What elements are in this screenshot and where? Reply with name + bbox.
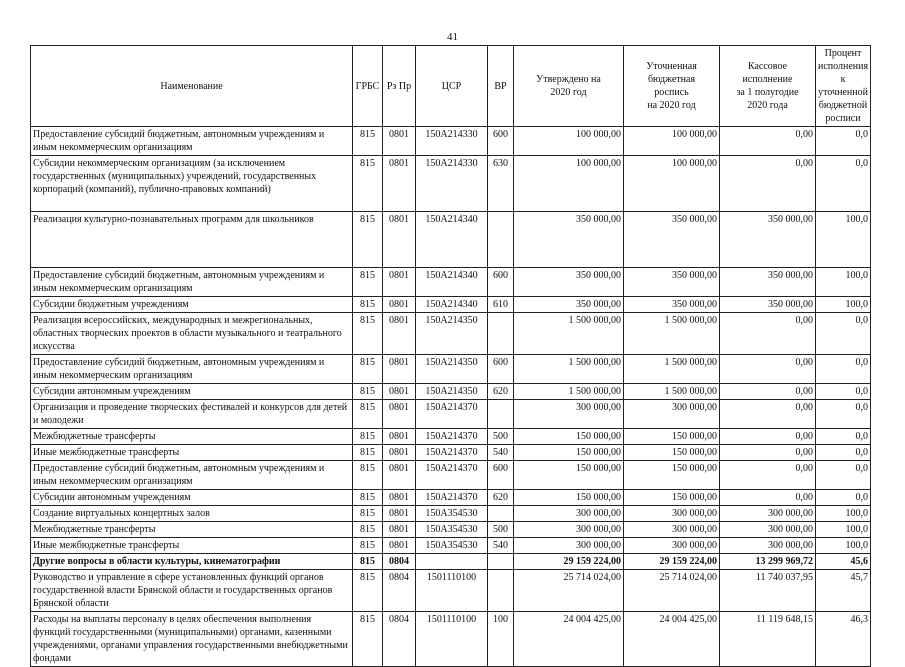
cell-grbs: 815 [353, 268, 383, 297]
cell-percent: 45,7 [816, 570, 871, 612]
cell-percent: 100,0 [816, 506, 871, 522]
cell-grbs: 815 [353, 554, 383, 570]
cell-rzpr: 0801 [383, 355, 416, 384]
header-refined-line: бюджетная [647, 74, 696, 85]
cell-csr: 150А214370 [416, 445, 488, 461]
cell-cash: 300 000,00 [720, 522, 816, 538]
cell-name: Субсидии бюджетным учреждениям [31, 297, 353, 313]
cell-name: Межбюджетные трансферты [31, 522, 353, 538]
cell-vr: 100 [488, 612, 514, 667]
cell-vr: 540 [488, 538, 514, 554]
cell-refined: 350 000,00 [624, 212, 720, 268]
header-approved [514, 46, 624, 127]
cell-approved: 150 000,00 [514, 461, 624, 490]
cell-percent: 0,0 [816, 429, 871, 445]
table-row [31, 538, 871, 554]
header-refined-line: на 2020 год [647, 100, 696, 111]
cell-csr: 150А214340 [416, 212, 488, 268]
cell-percent: 0,0 [816, 355, 871, 384]
cell-cash: 0,00 [720, 156, 816, 212]
table-row [31, 429, 871, 445]
cell-grbs: 815 [353, 522, 383, 538]
cell-rzpr: 0801 [383, 127, 416, 156]
header-refined [624, 46, 720, 127]
table-row [31, 461, 871, 490]
cell-csr: 150А214350 [416, 355, 488, 384]
cell-csr: 1501110100 [416, 570, 488, 612]
cell-approved: 300 000,00 [514, 400, 624, 429]
header-refined-line: роспись [654, 87, 689, 98]
cell-vr: 600 [488, 461, 514, 490]
cell-approved: 29 159 224,00 [514, 554, 624, 570]
cell-vr: 600 [488, 268, 514, 297]
cell-csr: 150А214340 [416, 268, 488, 297]
cell-cash: 13 299 969,72 [720, 554, 816, 570]
cell-approved: 100 000,00 [514, 127, 624, 156]
table-row [31, 522, 871, 538]
cell-percent: 0,0 [816, 400, 871, 429]
table-row [31, 612, 871, 667]
cell-approved: 150 000,00 [514, 445, 624, 461]
cell-cash: 11 740 037,95 [720, 570, 816, 612]
cell-refined: 300 000,00 [624, 522, 720, 538]
cell-percent: 0,0 [816, 384, 871, 400]
header-cash-line: за 1 полугодие [736, 87, 799, 98]
cell-refined: 350 000,00 [624, 297, 720, 313]
table-row [31, 554, 871, 570]
cell-rzpr: 0804 [383, 554, 416, 570]
cell-cash: 0,00 [720, 313, 816, 355]
header-approved-line: 2020 год [550, 87, 587, 98]
cell-approved: 100 000,00 [514, 156, 624, 212]
page-number: 41 [447, 31, 458, 43]
cell-vr: 540 [488, 445, 514, 461]
cell-name: Создание виртуальных концертных залов [31, 506, 353, 522]
header-percent-line: исполнения к [818, 61, 869, 85]
cell-vr: 500 [488, 429, 514, 445]
cell-csr [416, 554, 488, 570]
cell-vr [488, 554, 514, 570]
cell-rzpr: 0801 [383, 400, 416, 429]
table-row [31, 384, 871, 400]
cell-approved: 350 000,00 [514, 212, 624, 268]
cell-approved: 300 000,00 [514, 506, 624, 522]
cell-name: Иные межбюджетные трансферты [31, 538, 353, 554]
cell-refined: 150 000,00 [624, 429, 720, 445]
table-row [31, 268, 871, 297]
cell-percent: 100,0 [816, 268, 871, 297]
cell-percent: 0,0 [816, 127, 871, 156]
cell-name: Иные межбюджетные трансферты [31, 445, 353, 461]
cell-grbs: 815 [353, 461, 383, 490]
cell-cash: 350 000,00 [720, 297, 816, 313]
cell-rzpr: 0801 [383, 506, 416, 522]
cell-cash: 0,00 [720, 445, 816, 461]
cell-refined: 150 000,00 [624, 445, 720, 461]
cell-name: Межбюджетные трансферты [31, 429, 353, 445]
cell-cash: 0,00 [720, 490, 816, 506]
table-row [31, 313, 871, 355]
cell-approved: 25 714 024,00 [514, 570, 624, 612]
cell-cash: 300 000,00 [720, 538, 816, 554]
cell-percent: 100,0 [816, 212, 871, 268]
table-row [31, 156, 871, 212]
header-cash-line: исполнение [742, 74, 793, 85]
cell-refined: 100 000,00 [624, 127, 720, 156]
cell-grbs: 815 [353, 429, 383, 445]
cell-csr: 150А214370 [416, 400, 488, 429]
header-percent-line: Процент [824, 48, 862, 59]
header-csr: ЦСР [416, 46, 488, 127]
cell-name: Реализация всероссийских, международных и межрегиональных, областных творческих проектов в области музыкального и театрального искусства [31, 313, 353, 355]
cell-csr: 150А354530 [416, 538, 488, 554]
table-row [31, 212, 871, 268]
table-row [31, 127, 871, 156]
cell-vr: 620 [488, 490, 514, 506]
table-row [31, 445, 871, 461]
cell-approved: 24 004 425,00 [514, 612, 624, 667]
cell-rzpr: 0801 [383, 538, 416, 554]
cell-refined: 1 500 000,00 [624, 313, 720, 355]
cell-percent: 0,0 [816, 461, 871, 490]
cell-percent: 45,6 [816, 554, 871, 570]
cell-refined: 25 714 024,00 [624, 570, 720, 612]
header-percent-line: бюджетной [818, 100, 868, 111]
cell-rzpr: 0801 [383, 268, 416, 297]
cell-refined: 350 000,00 [624, 268, 720, 297]
cell-csr: 150А214330 [416, 127, 488, 156]
cell-vr [488, 212, 514, 268]
cell-vr: 620 [488, 384, 514, 400]
header-cash-line: Кассовое [747, 61, 788, 72]
cell-vr: 500 [488, 522, 514, 538]
cell-refined: 300 000,00 [624, 538, 720, 554]
cell-vr [488, 570, 514, 612]
cell-csr: 150А214330 [416, 156, 488, 212]
cell-rzpr: 0801 [383, 522, 416, 538]
cell-cash: 300 000,00 [720, 506, 816, 522]
cell-approved: 350 000,00 [514, 268, 624, 297]
cell-rzpr: 0801 [383, 313, 416, 355]
cell-rzpr: 0801 [383, 297, 416, 313]
cell-vr [488, 506, 514, 522]
cell-grbs: 815 [353, 445, 383, 461]
cell-grbs: 815 [353, 297, 383, 313]
table-row [31, 400, 871, 429]
cell-approved: 300 000,00 [514, 538, 624, 554]
cell-refined: 300 000,00 [624, 506, 720, 522]
cell-grbs: 815 [353, 313, 383, 355]
cell-approved: 150 000,00 [514, 490, 624, 506]
cell-vr [488, 313, 514, 355]
cell-grbs: 815 [353, 127, 383, 156]
cell-name: Другие вопросы в области культуры, кинематографии [31, 554, 353, 570]
cell-percent: 0,0 [816, 156, 871, 212]
cell-refined: 1 500 000,00 [624, 355, 720, 384]
cell-grbs: 815 [353, 538, 383, 554]
cell-rzpr: 0801 [383, 461, 416, 490]
cell-percent: 0,0 [816, 445, 871, 461]
cell-csr: 150А214370 [416, 429, 488, 445]
table-row [31, 297, 871, 313]
cell-grbs: 815 [353, 570, 383, 612]
cell-rzpr: 0804 [383, 612, 416, 667]
cell-grbs: 815 [353, 156, 383, 212]
cell-name: Предоставление субсидий бюджетным, автономным учреждениям и иным некоммерческим организациям [31, 355, 353, 384]
cell-name: Предоставление субсидий бюджетным, автономным учреждениям и иным некоммерческим организациям [31, 127, 353, 156]
header-grbs: ГРБС [353, 46, 383, 127]
cell-percent: 100,0 [816, 538, 871, 554]
cell-csr: 150А214350 [416, 384, 488, 400]
cell-grbs: 815 [353, 490, 383, 506]
cell-vr: 630 [488, 156, 514, 212]
cell-cash: 0,00 [720, 429, 816, 445]
cell-name: Субсидии некоммерческим организациям (за исключением государственных (муниципальных) учреждений, государственных корпораций (компаний), публично-правовых компаний) [31, 156, 353, 212]
cell-csr: 150А214370 [416, 461, 488, 490]
cell-rzpr: 0801 [383, 212, 416, 268]
cell-csr: 150А214340 [416, 297, 488, 313]
cell-rzpr: 0804 [383, 570, 416, 612]
cell-csr: 150А354530 [416, 506, 488, 522]
cell-cash: 350 000,00 [720, 268, 816, 297]
header-cash [720, 46, 816, 127]
cell-grbs: 815 [353, 355, 383, 384]
cell-approved: 1 500 000,00 [514, 313, 624, 355]
header-percent-line: уточненной [818, 87, 868, 98]
cell-percent: 0,0 [816, 490, 871, 506]
cell-cash: 350 000,00 [720, 212, 816, 268]
header-approved-line: Утверждено на [536, 74, 601, 85]
cell-name: Руководство и управление в сфере установленных функций органов государственной власти Брянской области и государственных органов Брянской области [31, 570, 353, 612]
table-body [31, 127, 871, 667]
header-percent [816, 46, 871, 127]
cell-cash: 0,00 [720, 127, 816, 156]
cell-csr: 150А214370 [416, 490, 488, 506]
cell-rzpr: 0801 [383, 156, 416, 212]
cell-refined: 300 000,00 [624, 400, 720, 429]
cell-refined: 24 004 425,00 [624, 612, 720, 667]
cell-percent: 100,0 [816, 297, 871, 313]
cell-grbs: 815 [353, 400, 383, 429]
cell-cash: 0,00 [720, 384, 816, 400]
cell-cash: 0,00 [720, 461, 816, 490]
cell-name: Организация и проведение творческих фестивалей и конкурсов для детей и молодежи [31, 400, 353, 429]
cell-cash: 0,00 [720, 355, 816, 384]
cell-refined: 150 000,00 [624, 461, 720, 490]
cell-approved: 350 000,00 [514, 297, 624, 313]
cell-cash: 0,00 [720, 400, 816, 429]
cell-approved: 150 000,00 [514, 429, 624, 445]
budget-table [30, 45, 871, 667]
header-row [31, 46, 871, 127]
cell-percent: 100,0 [816, 522, 871, 538]
cell-refined: 29 159 224,00 [624, 554, 720, 570]
cell-vr: 600 [488, 127, 514, 156]
cell-refined: 1 500 000,00 [624, 384, 720, 400]
cell-rzpr: 0801 [383, 429, 416, 445]
cell-name: Реализация культурно-познавательных программ для школьников [31, 212, 353, 268]
cell-vr: 610 [488, 297, 514, 313]
cell-name: Расходы на выплаты персоналу в целях обеспечения выполнения функций государственными (муниципальными) органами, казенными учреждениями, органами управления государственными внебюджетными фондами [31, 612, 353, 667]
cell-grbs: 815 [353, 384, 383, 400]
header-vr: ВР [488, 46, 514, 127]
cell-percent: 0,0 [816, 313, 871, 355]
cell-grbs: 815 [353, 212, 383, 268]
table-row [31, 570, 871, 612]
table-row [31, 506, 871, 522]
table-row [31, 490, 871, 506]
cell-approved: 1 500 000,00 [514, 384, 624, 400]
cell-rzpr: 0801 [383, 384, 416, 400]
cell-refined: 100 000,00 [624, 156, 720, 212]
cell-grbs: 815 [353, 612, 383, 667]
cell-name: Субсидии автономным учреждениям [31, 490, 353, 506]
cell-vr: 600 [488, 355, 514, 384]
header-refined-line: Уточненная [646, 61, 697, 72]
header-percent-line: росписи [825, 113, 861, 124]
cell-csr: 150А214350 [416, 313, 488, 355]
cell-refined: 150 000,00 [624, 490, 720, 506]
header-rzpr: Рз Пр [383, 46, 416, 127]
cell-name: Предоставление субсидий бюджетным, автономным учреждениям и иным некоммерческим организациям [31, 461, 353, 490]
table-row [31, 355, 871, 384]
header-name: Наименование [31, 46, 353, 127]
cell-rzpr: 0801 [383, 490, 416, 506]
cell-percent: 46,3 [816, 612, 871, 667]
cell-grbs: 815 [353, 506, 383, 522]
cell-csr: 1501110100 [416, 612, 488, 667]
cell-approved: 1 500 000,00 [514, 355, 624, 384]
cell-approved: 300 000,00 [514, 522, 624, 538]
cell-vr [488, 400, 514, 429]
cell-name: Субсидии автономным учреждениям [31, 384, 353, 400]
cell-csr: 150А354530 [416, 522, 488, 538]
cell-rzpr: 0801 [383, 445, 416, 461]
header-cash-line: 2020 года [747, 100, 788, 111]
cell-cash: 11 119 648,15 [720, 612, 816, 667]
cell-name: Предоставление субсидий бюджетным, автономным учреждениям и иным некоммерческим организациям [31, 268, 353, 297]
